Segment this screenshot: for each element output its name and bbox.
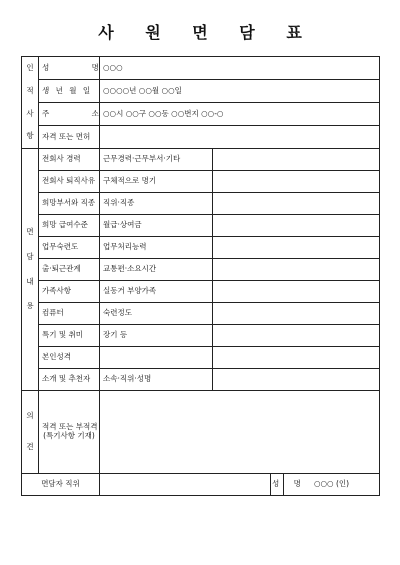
interview-row <box>22 171 380 193</box>
section-char: 내 <box>26 276 34 286</box>
interview-item: 전회사 퇴직사유 <box>39 171 100 193</box>
interview-item: 가족사항 <box>39 281 100 303</box>
interview-guide <box>100 347 213 369</box>
section-char: 인 <box>26 63 34 73</box>
interview-row <box>22 281 380 303</box>
interview-row <box>22 215 380 237</box>
interview-item: 희망 급여수준 <box>39 215 100 237</box>
license-field[interactable] <box>100 126 380 149</box>
opinion-label-line: 적격 또는 부적격 <box>42 422 98 432</box>
section-char: 면 <box>26 227 34 237</box>
interview-answer-field[interactable] <box>213 171 380 193</box>
opinion-label-line: (특기사항 기재) <box>43 431 95 440</box>
birth-row <box>22 80 380 103</box>
interviewer-position-label: 면담자 직위 <box>22 474 100 496</box>
interview-item: 업무숙련도 <box>39 237 100 259</box>
interviewer-position-field[interactable] <box>100 474 271 496</box>
interview-item: 특기 및 취미 <box>39 325 100 347</box>
section-char: 사 <box>26 108 34 118</box>
opinion-label <box>39 391 100 474</box>
interview-guide: 실동거 부양가족 <box>100 281 213 303</box>
interview-item: 컴퓨터 <box>39 303 100 325</box>
name-field[interactable]: ○○○ <box>100 57 380 80</box>
interview-guide: 숙련정도 <box>100 303 213 325</box>
interview-row <box>22 369 380 391</box>
opinion-section-label <box>22 391 39 474</box>
interview-answer-field[interactable] <box>213 259 380 281</box>
interview-row <box>22 325 380 347</box>
interview-row <box>22 149 380 171</box>
interview-guide: 교통편·소요시간 <box>100 259 213 281</box>
section-char: 담 <box>26 251 34 261</box>
interview-item: 소개 및 추천자 <box>39 369 100 391</box>
address-label: 주 소 <box>39 103 100 126</box>
interview-answer-field[interactable] <box>213 369 380 391</box>
interview-section-label <box>22 149 39 391</box>
section-char: 적 <box>26 85 34 95</box>
personal-section-label <box>22 57 39 149</box>
interview-row <box>22 193 380 215</box>
address-field[interactable]: ○○시 ○○구 ○○동 ○○번지 ○○-○ <box>100 103 380 126</box>
license-label: 자격 또는 면허 <box>39 126 100 149</box>
sign-label: 성 명 <box>272 479 301 489</box>
name-row <box>22 57 380 80</box>
interview-answer-field[interactable] <box>213 149 380 171</box>
interview-answer-field[interactable] <box>213 215 380 237</box>
opinion-row <box>22 391 380 474</box>
interview-guide: 구체적으로 명기 <box>100 171 213 193</box>
section-char: 견 <box>26 442 34 451</box>
interview-row <box>22 303 380 325</box>
interview-answer-field[interactable] <box>213 193 380 215</box>
license-row <box>22 126 380 149</box>
section-char: 용 <box>26 301 34 311</box>
interview-guide: 업무처리능력 <box>100 237 213 259</box>
interview-row <box>22 259 380 281</box>
interview-answer-field[interactable] <box>213 303 380 325</box>
birth-label: 생 년 월 일 <box>39 80 100 103</box>
interview-answer-field[interactable] <box>213 325 380 347</box>
interview-item: 출·퇴근관계 <box>39 259 100 281</box>
interview-guide: 직위·직종 <box>100 193 213 215</box>
interview-guide: 장기 등 <box>100 325 213 347</box>
birth-field[interactable]: ○○○○년 ○○월 ○○일 <box>100 80 380 103</box>
footer-row <box>22 474 380 496</box>
interview-guide: 근무경력·근무부서·기타 <box>100 149 213 171</box>
name-label: 성 명 <box>39 57 100 80</box>
interview-item: 본인성격 <box>39 347 100 369</box>
sign-label-cell <box>271 474 301 496</box>
interview-row <box>22 347 380 369</box>
interview-answer-field[interactable] <box>213 347 380 369</box>
interview-guide: 소속·직위·성명 <box>100 369 213 391</box>
opinion-field[interactable] <box>100 391 380 474</box>
interview-item: 희망부서와 직종 <box>39 193 100 215</box>
interview-guide: 월급·상여금 <box>100 215 213 237</box>
interview-answer-field[interactable] <box>213 281 380 303</box>
page-title: 사 원 면 담 표 <box>98 23 315 42</box>
interview-row <box>22 237 380 259</box>
interview-form-table <box>21 56 380 496</box>
section-char: 항 <box>26 131 34 141</box>
section-char: 의 <box>26 411 34 421</box>
signature-field[interactable]: ○○○ (인) <box>284 474 380 496</box>
interview-answer-field[interactable] <box>213 237 380 259</box>
address-row <box>22 103 380 126</box>
interview-item: 전회사 경력 <box>39 149 100 171</box>
